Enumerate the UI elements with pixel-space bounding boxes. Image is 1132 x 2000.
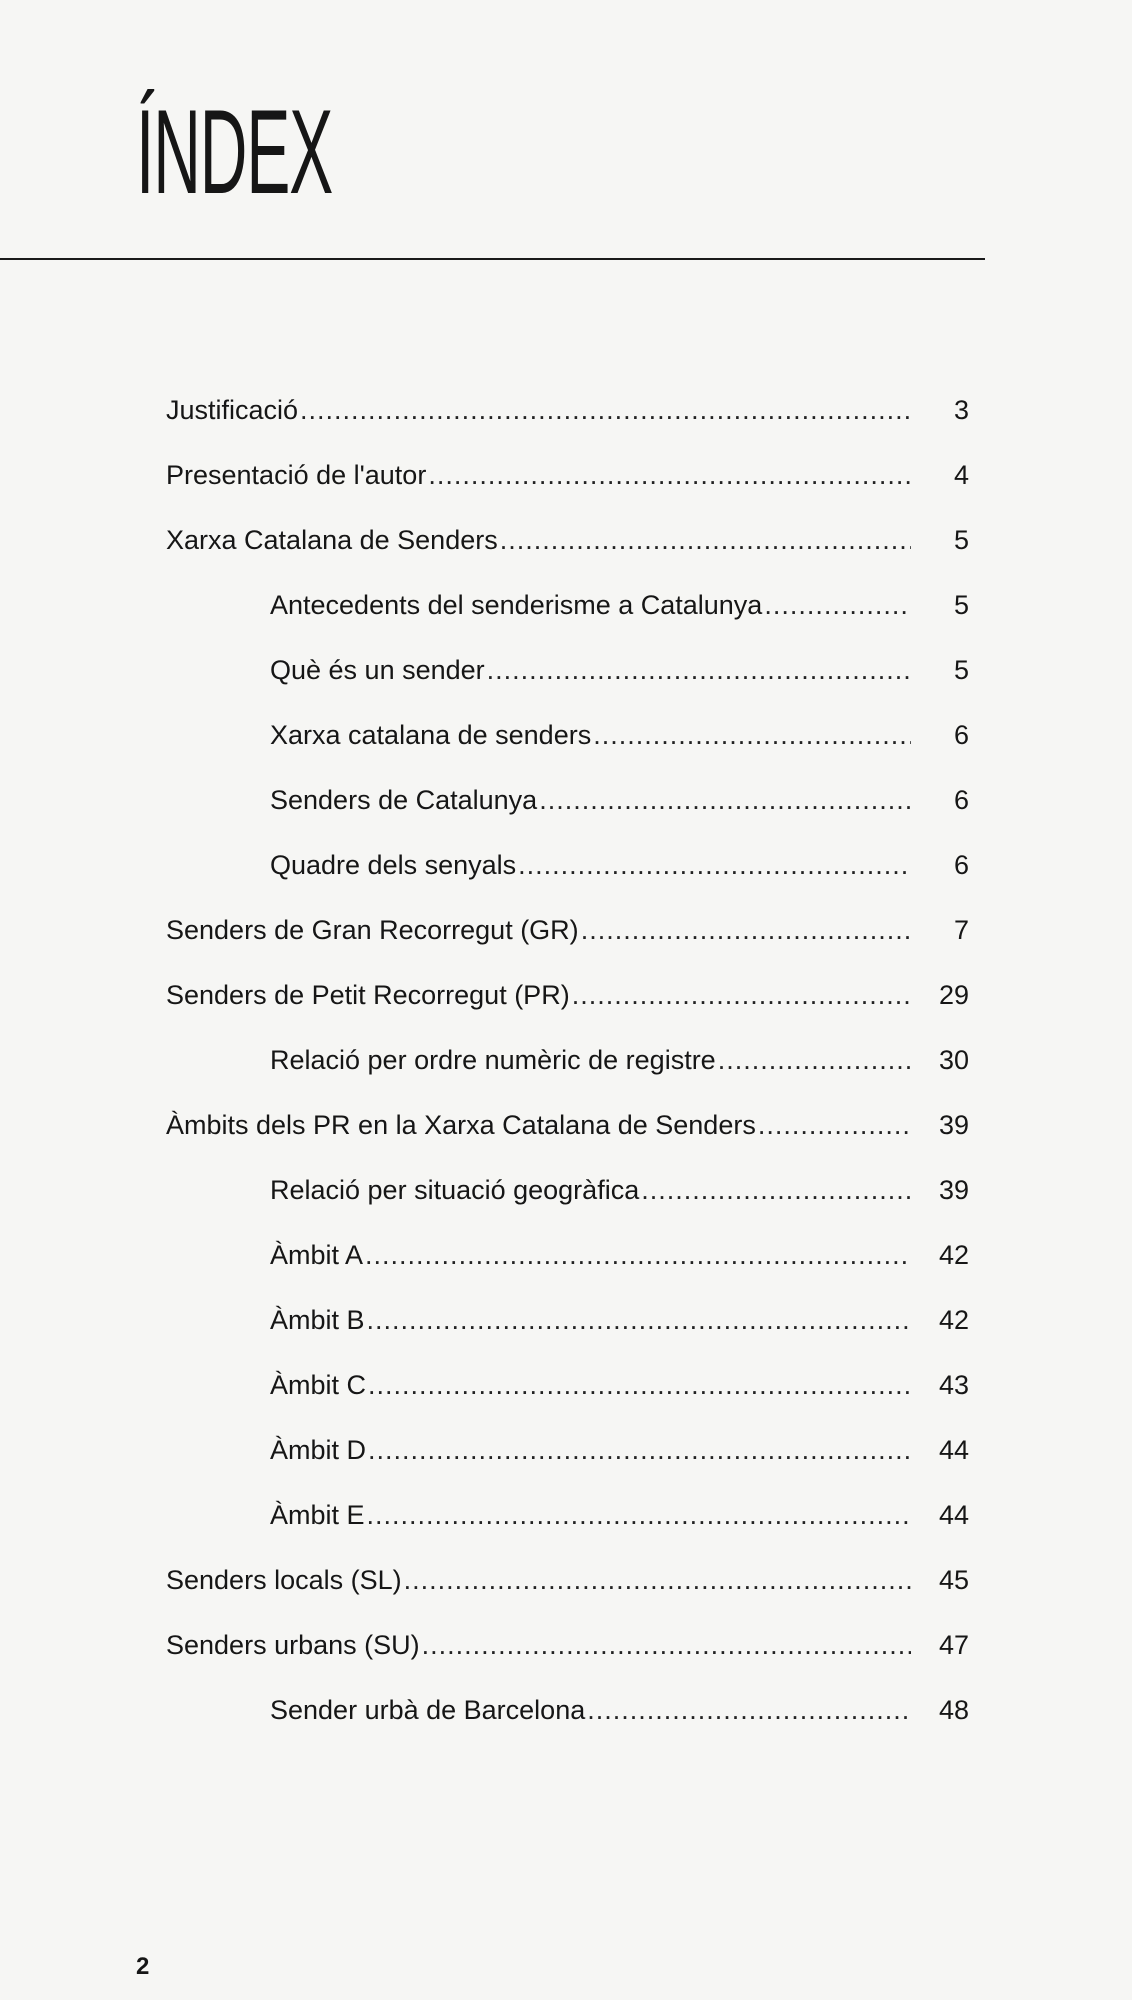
toc-entry-label: Senders locals (SL) [166, 1565, 402, 1595]
toc-entry-label: Presentació de l'autor [166, 460, 427, 490]
toc-dot-leader [500, 520, 911, 560]
toc-entry-page: 39 [938, 1175, 969, 1205]
toc-dot-leader [404, 1560, 911, 1600]
toc-dot-leader [581, 910, 911, 950]
toc-entry-label: Xarxa Catalana de Senders [166, 525, 498, 555]
toc-entry-page: 6 [953, 785, 969, 815]
toc-entry-page: 48 [938, 1695, 969, 1725]
toc-entry-label: Àmbit A [270, 1240, 364, 1270]
toc-entry-page: 5 [953, 525, 969, 555]
page-title: ÍNDEX [136, 85, 333, 219]
toc-entry-label: Senders de Catalunya [270, 785, 538, 815]
toc-entry [270, 1430, 969, 1470]
toc-dot-leader [300, 390, 911, 430]
toc-dot-leader [365, 1235, 911, 1275]
toc-dot-leader [593, 715, 911, 755]
toc-entry [270, 1365, 969, 1405]
toc-entry [166, 910, 969, 950]
toc-dot-leader [368, 1430, 911, 1470]
toc-dot-leader [368, 1365, 911, 1405]
toc-entry-page: 43 [938, 1370, 969, 1400]
toc-entry-label: Justificació [166, 395, 299, 425]
toc-entry-page: 7 [953, 915, 969, 945]
toc-entry [166, 975, 969, 1015]
toc-dot-leader [422, 1625, 911, 1665]
toc-entry-page: 39 [938, 1110, 969, 1140]
toc-dot-leader [764, 585, 911, 625]
toc-dot-leader [587, 1690, 911, 1730]
toc-entry [270, 780, 969, 820]
toc-entry-label: Senders urbans (SU) [166, 1630, 420, 1660]
toc-entry-page: 5 [953, 655, 969, 685]
toc-dot-leader [518, 845, 911, 885]
toc-entry [166, 1105, 969, 1145]
toc-dot-leader [367, 1495, 911, 1535]
toc-entry [166, 1560, 969, 1600]
toc-entry [270, 1040, 969, 1080]
toc-entry-label: Àmbits dels PR en la Xarxa Catalana de Senders [166, 1110, 756, 1140]
page-number: 2 [136, 1953, 150, 1980]
toc-entry-label: Relació per situació geogràfica [270, 1175, 640, 1205]
toc-entry-page: 45 [938, 1565, 969, 1595]
toc-entry-page: 6 [953, 850, 969, 880]
toc-dot-leader [718, 1040, 911, 1080]
toc-entry [270, 650, 969, 690]
toc-entry [166, 455, 969, 495]
toc-dot-leader [367, 1300, 911, 1340]
toc-entry-label: Xarxa catalana de senders [270, 720, 592, 750]
toc-dot-leader [428, 455, 911, 495]
toc-entry [270, 1170, 969, 1210]
toc-entry [166, 520, 969, 560]
toc-entry-label: Relació per ordre numèric de registre [270, 1045, 716, 1075]
toc-entry [270, 845, 969, 885]
toc-entry [270, 1495, 969, 1535]
toc-entry-label: Quadre dels senyals [270, 850, 517, 880]
toc-entry [270, 585, 969, 625]
toc-entry-page: 44 [938, 1500, 969, 1530]
toc-entry [166, 1625, 969, 1665]
toc-dot-leader [641, 1170, 911, 1210]
toc-entry-label: Sender urbà de Barcelona [270, 1695, 586, 1725]
toc-dot-leader [758, 1105, 911, 1145]
toc-entry [270, 1235, 969, 1275]
toc-entry-label: Què és un sender [270, 655, 485, 685]
toc-entry-page: 44 [938, 1435, 969, 1465]
toc-entry-label: Àmbit C [270, 1370, 367, 1400]
toc-dot-leader [539, 780, 911, 820]
toc-entry [270, 1690, 969, 1730]
toc-entry-label: Àmbit B [270, 1305, 365, 1335]
toc-entry-page: 29 [938, 980, 969, 1010]
toc-entry-label: Senders de Gran Recorregut (GR) [166, 915, 579, 945]
toc-entry-page: 5 [953, 590, 969, 620]
toc-entry [270, 715, 969, 755]
toc-entry [166, 390, 969, 430]
toc-entry-page: 42 [938, 1305, 969, 1335]
toc-dot-leader [572, 975, 911, 1015]
toc-entry-label: Antecedents del senderisme a Catalunya [270, 590, 763, 620]
toc-dot-leader [487, 650, 911, 690]
toc-entry-page: 30 [938, 1045, 969, 1075]
toc-entry [270, 1300, 969, 1340]
toc-entry-page: 42 [938, 1240, 969, 1270]
toc-entry-page: 47 [938, 1630, 969, 1660]
toc-entry-label: Senders de Petit Recorregut (PR) [166, 980, 570, 1010]
title-rule [0, 258, 985, 260]
toc-entry-page: 3 [953, 395, 969, 425]
toc-entry-label: Àmbit E [270, 1500, 365, 1530]
toc-entry-page: 4 [953, 460, 969, 490]
toc-entry-label: Àmbit D [270, 1435, 367, 1465]
toc-entry-page: 6 [953, 720, 969, 750]
